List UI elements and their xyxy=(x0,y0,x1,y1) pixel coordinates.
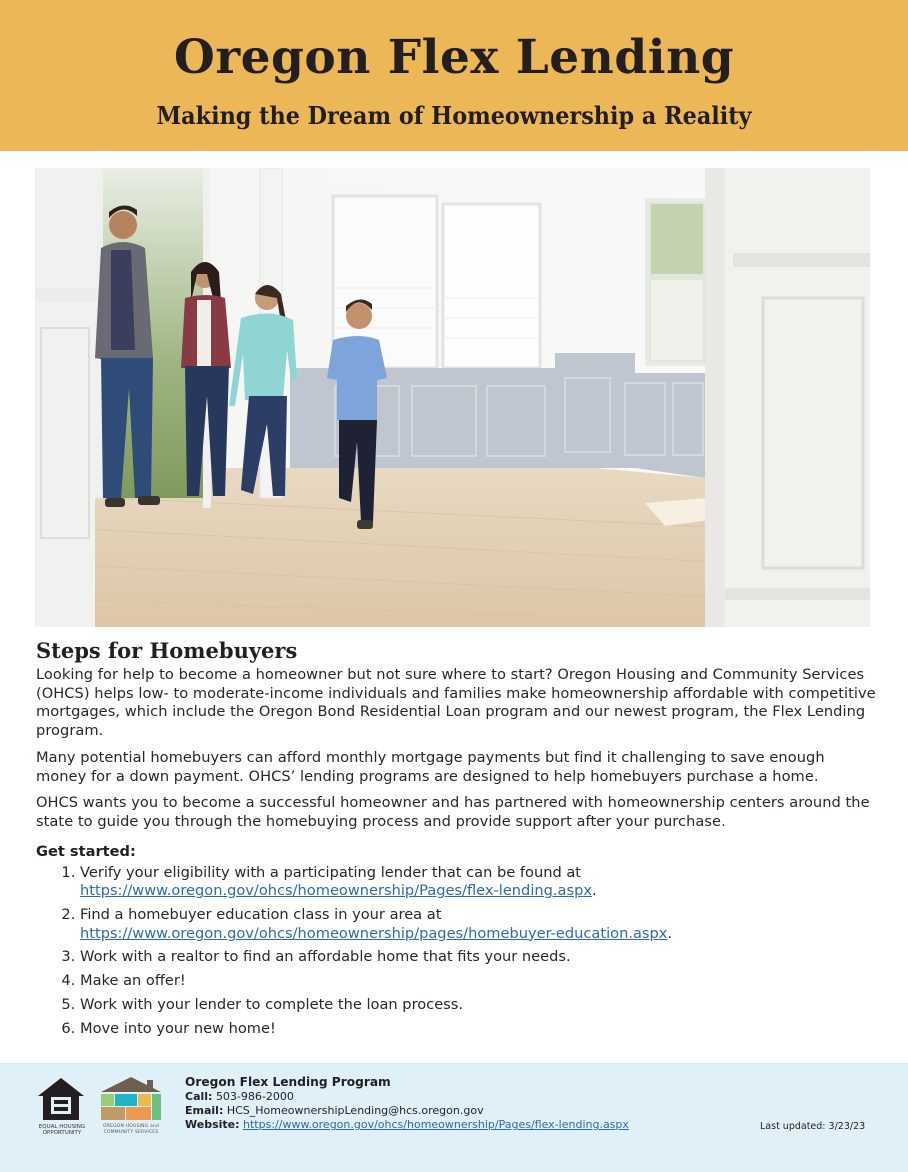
step-item xyxy=(80,864,876,901)
email-address: HCS_HomeownershipLending@hcs.oregon.gov xyxy=(226,1104,484,1118)
email-line xyxy=(185,1104,629,1118)
phone-number: 503-986-2000 xyxy=(215,1090,294,1103)
website-label: Website: xyxy=(185,1118,240,1132)
page-subtitle: Making the Dream of Homeownership a Reality xyxy=(156,101,752,130)
last-updated: Last updated: 3/23/23 xyxy=(760,1121,866,1132)
steps-list xyxy=(36,864,876,1039)
website-link[interactable]: https://www.oregon.gov/ohcs/homeownership/Pages/flex-lending.aspx xyxy=(243,1118,629,1132)
ohcs-logo-label: OREGON HOUSING and COMMUNITY SERVICES xyxy=(102,1124,160,1135)
step-text-end: . xyxy=(667,924,673,942)
intro-paragraph: Looking for help to become a homeowner but not sure where to start? Oregon Housing and Community Services (OHCS) helps low- to moderate-income individuals and families make homeownership affordable with competitive mortgages, which include the Oregon Bond Residential Loan program and our newest program, the Flex Lending program. xyxy=(36,666,876,740)
step-text: Find a homebuyer education class in your area at xyxy=(80,906,442,924)
page-title: Oregon Flex Lending xyxy=(173,30,735,85)
family-entering-home-illustration xyxy=(35,168,870,627)
phone-line xyxy=(185,1090,629,1104)
homebuyer-education-link[interactable]: https://www.oregon.gov/ohcs/homeownership/pages/homebuyer-education.aspx xyxy=(80,924,668,942)
equal-housing-opportunity-icon xyxy=(36,1076,86,1122)
step-text: Verify your eligibility with a participating lender that can be found at xyxy=(80,863,582,881)
partner-paragraph: OHCS wants you to become a successful homeowner and has partnered with homeownership centers around the state to guide you through the homebuying process and provide support after your purchase. xyxy=(36,794,870,830)
contact-info xyxy=(185,1075,629,1133)
eho-logo-label: EQUAL HOUSING OPPORTUNITY xyxy=(38,1124,86,1136)
header-banner xyxy=(0,0,908,151)
hero-photo xyxy=(35,168,870,627)
step-item: 3. Work with a realtor to find an affordable home that fits your needs. xyxy=(80,948,876,967)
step-item xyxy=(80,906,876,943)
eligibility-lender-link[interactable]: https://www.oregon.gov/ohcs/homeownership/Pages/flex-lending.aspx xyxy=(80,882,592,900)
step-item: 5. Work with your lender to complete the loan process. xyxy=(80,996,876,1015)
call-label: Call: xyxy=(185,1090,213,1103)
step-item: 6. Move into your new home! xyxy=(80,1020,876,1039)
website-line xyxy=(185,1118,629,1132)
program-name: Oregon Flex Lending Program xyxy=(185,1075,391,1089)
email-label: Email: xyxy=(185,1104,224,1118)
section-heading: Steps for Homebuyers xyxy=(36,638,298,663)
step-text-end: . xyxy=(591,882,597,900)
main-content xyxy=(36,636,876,1043)
ohcs-logo-icon xyxy=(99,1076,163,1122)
get-started-label: Get started: xyxy=(36,842,136,860)
step-item: 4. Make an offer! xyxy=(80,972,876,991)
down-payment-paragraph: Many potential homebuyers can afford monthly mortgage payments but find it challenging to save enough money for a down payment. OHCS’ lending programs are designed to help homebuyers purchase a home. xyxy=(36,748,825,785)
